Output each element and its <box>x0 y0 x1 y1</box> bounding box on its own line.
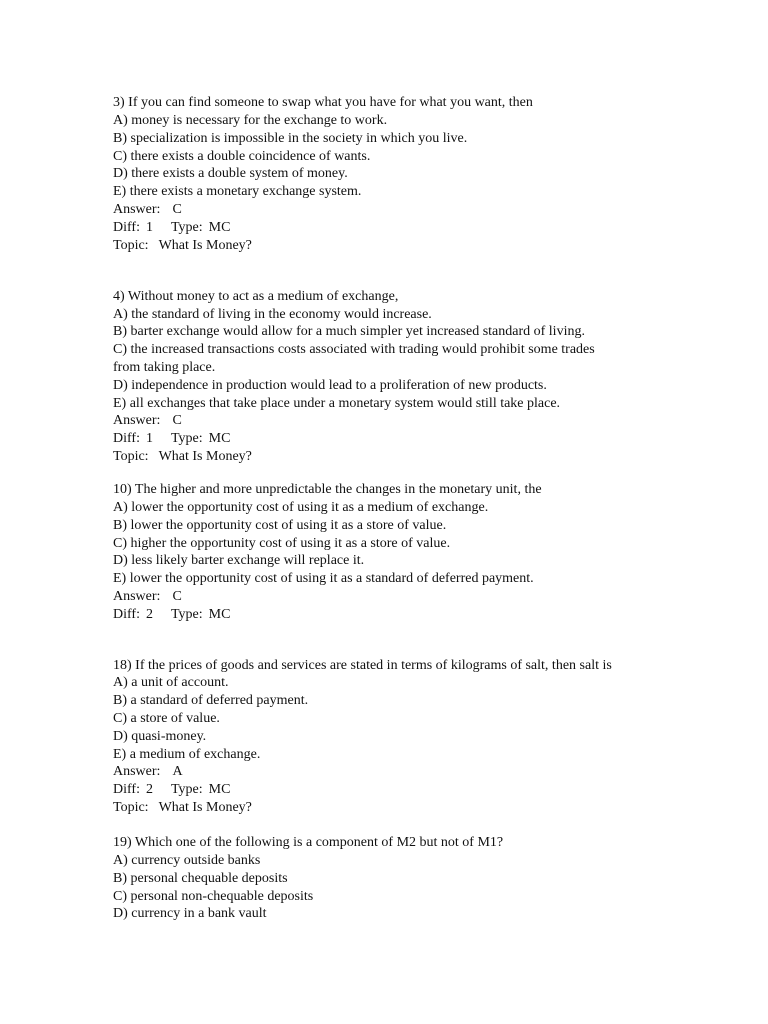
question-3-option-e: E) there exists a monetary exchange system. <box>113 184 362 199</box>
question-4-option-a: A) the standard of living in the economy would increase. <box>113 307 432 322</box>
question-19-option-a: A) currency outside banks <box>113 853 261 868</box>
question-4-option-c: C) the increased transactions costs associated with trading would prohibit some trades <box>113 342 595 357</box>
question-18-option-c: C) a store of value. <box>113 711 220 726</box>
diff-label: Diff: <box>113 220 140 235</box>
question-18-stem: 18) If the prices of goods and services are stated in terms of kilograms of salt, then salt is <box>113 658 612 673</box>
answer-value: C <box>172 202 182 217</box>
question-3-option-a: A) money is necessary for the exchange to work. <box>113 113 388 128</box>
question-18-answer-row <box>113 763 183 781</box>
answer-value: C <box>172 413 182 428</box>
type-value: MC <box>208 782 231 797</box>
question-10-option-c: C) higher the opportunity cost of using it as a store of value. <box>113 536 451 551</box>
question-3-option-b: B) specialization is impossible in the society in which you live. <box>113 131 468 146</box>
topic-label: Topic: <box>113 449 149 464</box>
diff-value: 1 <box>145 220 153 235</box>
topic-value: What Is Money? <box>158 238 252 253</box>
type-value: MC <box>208 220 231 235</box>
question-3-stem: 3) If you can find someone to swap what you have for what you want, then <box>113 95 533 110</box>
answer-label: Answer: <box>113 413 161 428</box>
question-18-option-e: E) a medium of exchange. <box>113 747 261 762</box>
question-10-option-a: A) lower the opportunity cost of using it as a medium of exchange. <box>113 500 489 515</box>
answer-value: A <box>172 764 183 779</box>
question-10-diff-row <box>113 606 230 624</box>
question-10-stem: 10) The higher and more unpredictable the changes in the monetary unit, the <box>113 482 542 497</box>
question-4-stem: 4) Without money to act as a medium of exchange, <box>113 289 399 304</box>
type-label: Type: <box>170 607 203 622</box>
question-4-option-c-continued: from taking place. <box>113 360 216 375</box>
question-4-diff-row <box>113 430 230 448</box>
question-18-option-d: D) quasi-money. <box>113 729 207 744</box>
question-19-option-b: B) personal chequable deposits <box>113 871 288 886</box>
question-18-option-b: B) a standard of deferred payment. <box>113 693 309 708</box>
question-4-option-e: E) all exchanges that take place under a monetary system would still take place. <box>113 396 561 411</box>
question-19-option-c: C) personal non-chequable deposits <box>113 889 314 904</box>
type-label: Type: <box>170 220 203 235</box>
answer-value: C <box>172 589 182 604</box>
question-3-topic-row <box>113 237 252 255</box>
question-4-topic-row <box>113 448 252 466</box>
question-4-option-d: D) independence in production would lead to a proliferation of new products. <box>113 378 547 393</box>
question-3-answer-row <box>113 201 182 219</box>
type-label: Type: <box>170 431 203 446</box>
topic-value: What Is Money? <box>158 800 252 815</box>
question-3-option-c: C) there exists a double coincidence of wants. <box>113 149 371 164</box>
question-3-diff-row <box>113 219 230 237</box>
type-value: MC <box>208 607 231 622</box>
question-3-option-d: D) there exists a double system of money. <box>113 166 348 181</box>
question-18-topic-row <box>113 799 252 817</box>
question-19-option-d: D) currency in a bank vault <box>113 906 267 921</box>
question-4-option-b: B) barter exchange would allow for a much simpler yet increased standard of living. <box>113 324 585 339</box>
diff-label: Diff: <box>113 431 140 446</box>
type-value: MC <box>208 431 231 446</box>
answer-label: Answer: <box>113 589 161 604</box>
diff-value: 2 <box>145 607 153 622</box>
diff-label: Diff: <box>113 607 140 622</box>
question-19-stem: 19) Which one of the following is a component of M2 but not of M1? <box>113 835 504 850</box>
question-10-option-b: B) lower the opportunity cost of using it as a store of value. <box>113 518 447 533</box>
question-18-option-a: A) a unit of account. <box>113 675 229 690</box>
diff-value: 1 <box>145 431 153 446</box>
topic-label: Topic: <box>113 800 149 815</box>
question-10-option-d: D) less likely barter exchange will replace it. <box>113 553 365 568</box>
answer-label: Answer: <box>113 202 161 217</box>
topic-value: What Is Money? <box>158 449 252 464</box>
question-4-answer-row <box>113 412 182 430</box>
topic-label: Topic: <box>113 238 149 253</box>
question-10-answer-row <box>113 588 182 606</box>
type-label: Type: <box>170 782 203 797</box>
diff-label: Diff: <box>113 782 140 797</box>
question-10-option-e: E) lower the opportunity cost of using it as a standard of deferred payment. <box>113 571 534 586</box>
answer-label: Answer: <box>113 764 161 779</box>
question-18-diff-row <box>113 781 230 799</box>
diff-value: 2 <box>145 782 153 797</box>
